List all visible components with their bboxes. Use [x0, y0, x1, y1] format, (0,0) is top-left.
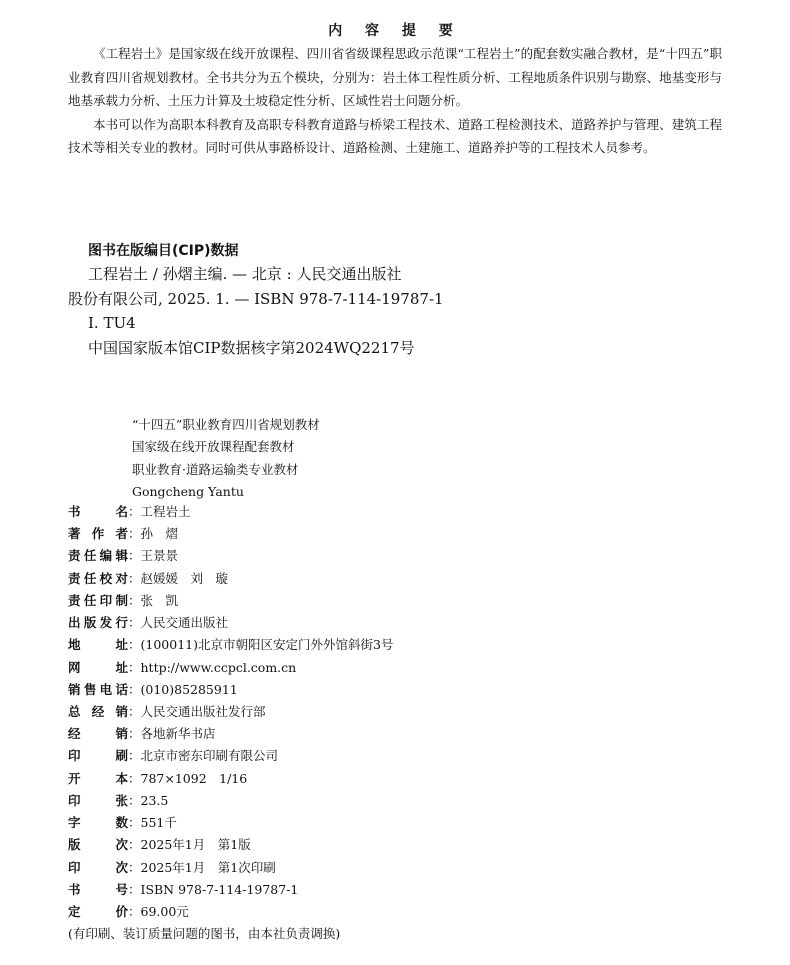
- colophon-row: [68, 657, 748, 679]
- colophon-value: ：各地新华书店: [128, 726, 216, 742]
- cip-classification: Ⅰ. TU4: [88, 314, 136, 332]
- colophon-row: [68, 568, 748, 590]
- colophon-row: [68, 723, 748, 745]
- abstract-body: [68, 42, 722, 160]
- colophon-value: ：69.00元: [128, 903, 189, 919]
- colophon-value: ：工程岩土: [128, 504, 191, 519]
- series-line: 国家级在线开放课程配套教材: [132, 439, 295, 455]
- abstract-paragraph: 本书可以作为高职本科教育及高职专科教育道路与桥梁工程技术、道路工程检测技术、道路养护与管理、建筑工程技术等相关专业的教材。同时可供从事路桥设计、道路检测、土建施工、道路养护等的工程技术人员参考。: [68, 116, 722, 155]
- colophon-value: ：人民交通出版社发行部: [128, 703, 266, 719]
- colophon-label: 印 次: [68, 859, 128, 875]
- colophon-row: [68, 768, 748, 790]
- colophon-label: 销 售 电 话: [68, 681, 128, 697]
- colophon-label: 书 号: [68, 881, 128, 897]
- colophon-row: [68, 545, 748, 567]
- colophon-row: [68, 812, 748, 834]
- cip-block: [68, 240, 728, 360]
- colophon-label: 总 经 销: [68, 703, 128, 719]
- colophon-label: 定 价: [68, 903, 128, 919]
- colophon-value: ：赵媛媛 刘 璇: [128, 570, 229, 586]
- cip-heading: 图书在版编目(CIP)数据: [88, 243, 239, 259]
- colophon-value: ：(010)85285911: [128, 681, 238, 697]
- quality-notice: (有印刷、装订质量问题的图书，由本社负责调换): [68, 926, 341, 942]
- colophon-value: ：人民交通出版社: [128, 615, 229, 631]
- colophon-label: 责 任 编 辑: [68, 548, 128, 564]
- colophon-row: [68, 679, 748, 701]
- colophon-label: 书 名: [68, 504, 128, 519]
- colophon-value: ：ISBN 978-7-114-19787-1: [128, 881, 299, 897]
- colophon-row: [68, 857, 748, 879]
- colophon-label: 责 任 印 制: [68, 592, 128, 608]
- colophon-label: 印 刷: [68, 748, 128, 764]
- cip-record-number: 中国国家版本馆CIP数据核字第2024WQ2217号: [88, 338, 415, 357]
- abstract-heading: 内 容 提 要: [328, 23, 462, 39]
- colophon-value: ：http://www.ccpcl.com.cn: [128, 659, 297, 675]
- colophon-label: 责 任 校 对: [68, 570, 128, 586]
- colophon-value: ：王景景: [128, 548, 179, 564]
- colophon-label: 经 销: [68, 726, 128, 742]
- colophon-row: [68, 901, 748, 923]
- colophon-row: [68, 523, 748, 545]
- colophon-value: ：23.5: [128, 792, 169, 808]
- abstract-paragraph: 《工程岩土》是国家级在线开放课程、四川省省级课程思政示范课“工程岩土”的配套数实融合教材，是“十四五”职业教育四川省规划教材。全书共分为五个模块，分别为：岩土体工程性质分析、工程地质条件识别与勘察、地基变形与地基承载力分析、土压力计算及土坡稳定性分析、区域性岩土问题分析。: [68, 46, 722, 108]
- colophon-label: 著 作 者: [68, 526, 128, 542]
- colophon-value: ：孙 熠: [128, 526, 179, 542]
- colophon-value: ：2025年1月 第1次印刷: [128, 859, 276, 875]
- series-block: [132, 414, 320, 503]
- cip-line: 工程岩土 / 孙熠主编. — 北京 : 人民交通出版社: [88, 265, 402, 283]
- series-line: “十四五”职业教育四川省规划教材: [132, 417, 320, 432]
- colophon-row: [68, 879, 748, 901]
- colophon-row: [68, 501, 748, 523]
- colophon-value: ：551千: [128, 815, 177, 831]
- colophon-list: [68, 501, 748, 945]
- colophon-label: 印 张: [68, 792, 128, 808]
- colophon-value: ：787×1092 1/16: [128, 770, 248, 786]
- cip-line: 股份有限公司, 2025. 1. — ISBN 978-7-114-19787-1: [68, 289, 444, 308]
- colophon-value: ：2025年1月 第1版: [128, 837, 251, 853]
- colophon-value: ：北京市密东印刷有限公司: [128, 748, 279, 764]
- colophon-value: ：张 凯: [128, 592, 179, 608]
- colophon-label: 字 数: [68, 815, 128, 831]
- colophon-label: 地 址: [68, 637, 128, 653]
- series-pinyin-title: Gongcheng Yantu: [132, 483, 244, 499]
- colophon-row: [68, 590, 748, 612]
- colophon-row: [68, 790, 748, 812]
- colophon-label: 出 版 发 行: [68, 615, 128, 631]
- colophon-label: 开 本: [68, 770, 128, 786]
- colophon-row: [68, 634, 748, 656]
- colophon-value: ：(100011)北京市朝阳区安定门外外馆斜街3号: [128, 637, 394, 653]
- colophon-row: [68, 745, 748, 767]
- colophon-row: [68, 612, 748, 634]
- colophon-label: 版 次: [68, 837, 128, 853]
- series-line: 职业教育·道路运输类专业教材: [132, 461, 299, 477]
- colophon-label: 网 址: [68, 659, 128, 675]
- colophon-row: [68, 701, 748, 723]
- colophon-row: [68, 834, 748, 856]
